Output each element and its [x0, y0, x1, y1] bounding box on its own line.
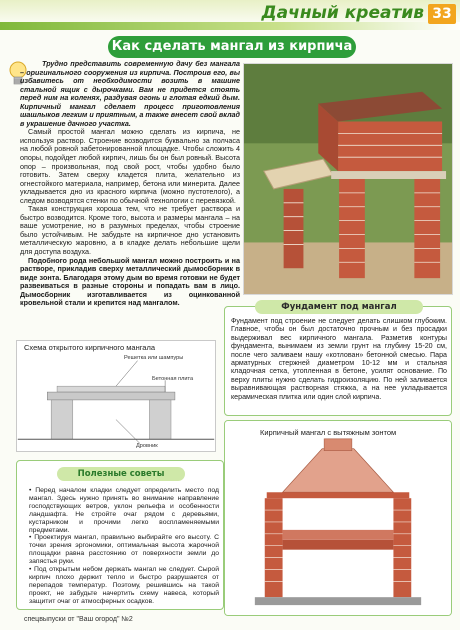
tip-item: • Перед началом кладки следует определить место под мангал. Здесь нужно принять во внимание направление господствующих ветров, уклон рельефа и особенности ландшафта. Не стройте очаг рядом с деревьями, кустарником и прочими легко воспламеняемыми предметами.	[29, 487, 219, 534]
label-firewood: Дровник	[136, 443, 158, 449]
header-swoosh	[0, 22, 460, 30]
foundation-box	[224, 302, 452, 416]
foundation-text: Фундамент под строение не следует делать слишком глубоким. Главное, чтобы он был достаточно прочным и без просадки выдерживал вес кирпичного мангала. Разметив контуры фундамента, вынимаем из земли грунт на глубину 15-20 см, после чего заливаем нашу «котлован» бетонной смесью. Пара арматурных стержней диаметром 10-12 мм и стальная кладочная сетка, утопленная в бетоне, усилят основание. По верху плиты нужно сделать гидроизоляцию. По ней заливается выравнивающая растворная стяжка, а на нее укладывается керамическая плитка или один слой кирпича.	[231, 317, 447, 401]
article-body	[20, 60, 240, 308]
tip-item: • Проектируя мангал, правильно выбирайте его высоту. С точки зрения эргономики, оптимальная высота жарочной площадки равна расстоянию от поверхности земли до запястья руки.	[29, 534, 219, 566]
scheme1-caption: Схема открытого кирпичного мангала	[24, 343, 155, 352]
tips-list	[29, 487, 219, 606]
scheme2-caption: Кирпичный мангал с вытяжным зонтом	[260, 428, 397, 437]
body-paragraph: Самый простой мангал можно сделать из кирпича, не используя раствор. Строение возводится буквально за полчаса на любой ровной забетонированной площадке. Чтобы сложить 4 опоры, подойдет любой кирпич, лишь бы он был ровный. Высота опор – произвольная, под свой рост, чтобы удобно было готовить. Затем сверху кладется плита, желательно из огнестойкого материала, например, бетона или минерита. Далее укладывается дно из красного кирпича (можно пустотелого), а следом возводятся стенки по обычной технологии с перевязкой.	[20, 127, 240, 205]
page-number: 33	[428, 4, 456, 24]
label-plate: Бетонная плита	[152, 376, 194, 382]
hood-grill-scheme	[224, 420, 452, 616]
page-header	[0, 0, 460, 30]
open-grill-scheme	[16, 340, 216, 452]
footer-text: спецвыпуски от "Ваш огород" №2	[24, 616, 133, 623]
label-grill: Решетка или шампуры	[124, 355, 184, 361]
tips-box	[16, 460, 224, 610]
tips-title: Полезные советы	[57, 467, 185, 481]
tip-item: • Под открытым небом держать мангал не следует. Сырой кирпич плохо держит тепло и быстро разрушается от перепадов температур. Поэтому, решившись на такой проект, не забудьте начертить схему навеса, который защитит очаг от атмосферных осадков.	[29, 566, 219, 605]
foundation-title: Фундамент под мангал	[255, 300, 423, 314]
lead-paragraph: Трудно представить современную дачу без мангала – оригинального сооружения из кирпича. Построив его, вы избавитесь от необходимости возить в машине стальной ящик с дырочками. Вам не придется стоять перед ним на коленях, раздувая огонь и глотая едкий дым. Кирпичный мангал сделает процесс приготовления шашлыков легким и приятным, а также внесет свой вклад в украшение дачного участка.	[20, 59, 240, 128]
brick-grill-photo	[243, 63, 453, 295]
body-paragraph: Такая конструкция хороша тем, что не требует раствора и быстро возводится. Кроме того, высота и размеры мангала – на ваше усмотрение, но в разумных пределах, чтобы строение было устойчивым. Не забудьте на кирпичное дно установить металлическую жаровню, а в кладке делать небольшие щели для доступа воздуха.	[20, 204, 240, 257]
section-title: Дачный креатив	[261, 3, 424, 23]
article-title: Как сделать мангал из кирпича	[108, 36, 356, 58]
body-paragraph-bold: Подобного рода небольшой мангал можно построить и на растворе, прикладив сверху металлический дымосборник в виде зонта. Благодаря этому дым во время готовки не будет развеиваться в разные стороны и попадать вам в лицо. Дымосборник изготавливается из оцинкованной кровельной стали и крепится над мангалом.	[20, 255, 240, 308]
